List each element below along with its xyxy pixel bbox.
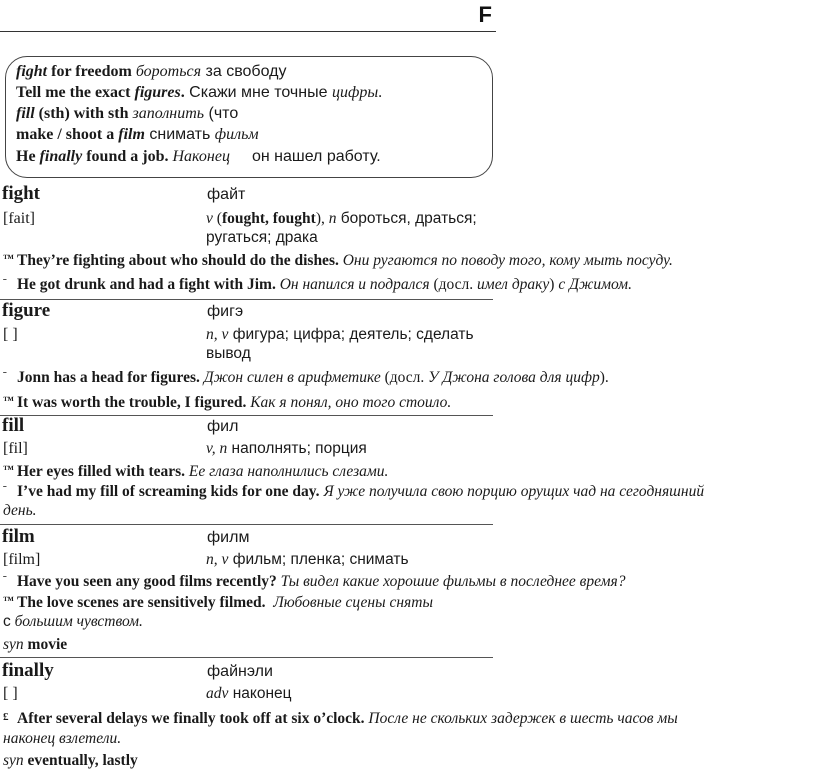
definition-figure: n, v фигура; цифра; деятель; сделать [206,326,474,343]
transcription-finally: [ ] [3,685,18,702]
example-finally-1-cont: наконец взлетели. [3,730,122,747]
headword-film: film [2,526,35,547]
phrase-line-3: fill (sth) with sth заполнить (что [16,105,239,122]
synonyms-film: syn movie [3,636,68,653]
example-fight-2: ˉ He got drunk and had a fight with Jim. Он напился и подрался (досл. имел драку) с Джимом. [3,276,632,293]
divider [0,299,493,300]
example-film-1: ˉ Have you seen any good films recently? Ты видел какие хорошие фильмы в последнее время? [3,573,626,590]
definition-fight: v (fought, fought), n бороться, драться; [206,210,477,227]
translit-film: филм [207,529,250,546]
translit-fight: файт [207,186,246,203]
example-film-2: ™ The love scenes are sensitively filmed. Любовные сцены сняты [3,594,433,611]
phrase-line-1: fight for freedom бороться за свободу [16,63,287,80]
example-figure-1: ˉ Jonn has a head for figures. Джон силен в арифметике (досл. У Джона голова для цифр). [3,369,609,386]
example-figure-2: ™ It was worth the trouble, I figured. Как я понял, оно того стоило. [3,394,452,411]
definition-fight-cont: ругаться; драка [206,229,318,246]
definition-finally: adv наконец [206,685,292,702]
headword-figure: figure [2,300,51,321]
synonyms-finally: syn eventually, lastly [3,752,138,769]
phrase-line-4: make / shoot a film снимать фильм [16,126,259,143]
divider [0,657,493,658]
phrase-line-2: Tell me the exact figures. Скажи мне точные цифры. [16,84,383,101]
transcription-film: [film] [3,551,41,568]
transcription-fill: [fil] [3,440,28,457]
phrase-line-5: He finally found a job. Наконец он нашел работу. [16,148,381,165]
headword-finally: finally [2,660,54,681]
transcription-figure: [ ] [3,326,18,343]
divider [0,415,493,416]
translit-finally: файнэли [207,663,273,680]
translit-figure: фигэ [207,303,244,320]
definition-film: n, v фильм; пленка; снимать [206,551,409,568]
definition-figure-cont: вывод [206,345,251,362]
example-fill-2-cont: день. [3,502,37,519]
definition-fill: v, n наполнять; порция [206,440,367,457]
headword-fill: fill [2,415,25,436]
translit-fill: фил [207,418,239,435]
divider [0,524,493,525]
example-fill-1: ™ Her eyes filled with tears. Ее глаза наполнились слезами. [3,463,389,480]
example-film-2-cont: с большим чувством. [3,613,143,630]
transcription-fight: [fait] [3,210,35,227]
example-finally-1: £ After several delays we finally took off at six o’clock. После не скольких задержек в шесть часов мы [3,710,678,727]
phrase-box [5,56,493,178]
example-fight-1: ™ They’re fighting about who should do the dishes. Они ругаются по поводу того, кому мыть посуду. [3,252,673,269]
example-fill-2: ˉ I’ve had my fill of screaming kids for one day. Я уже получила свою порцию орущих чад на сегодняшний [3,483,705,500]
headword-fight: fight [2,183,40,204]
top-divider [0,31,496,32]
page-letter: F [478,2,492,27]
